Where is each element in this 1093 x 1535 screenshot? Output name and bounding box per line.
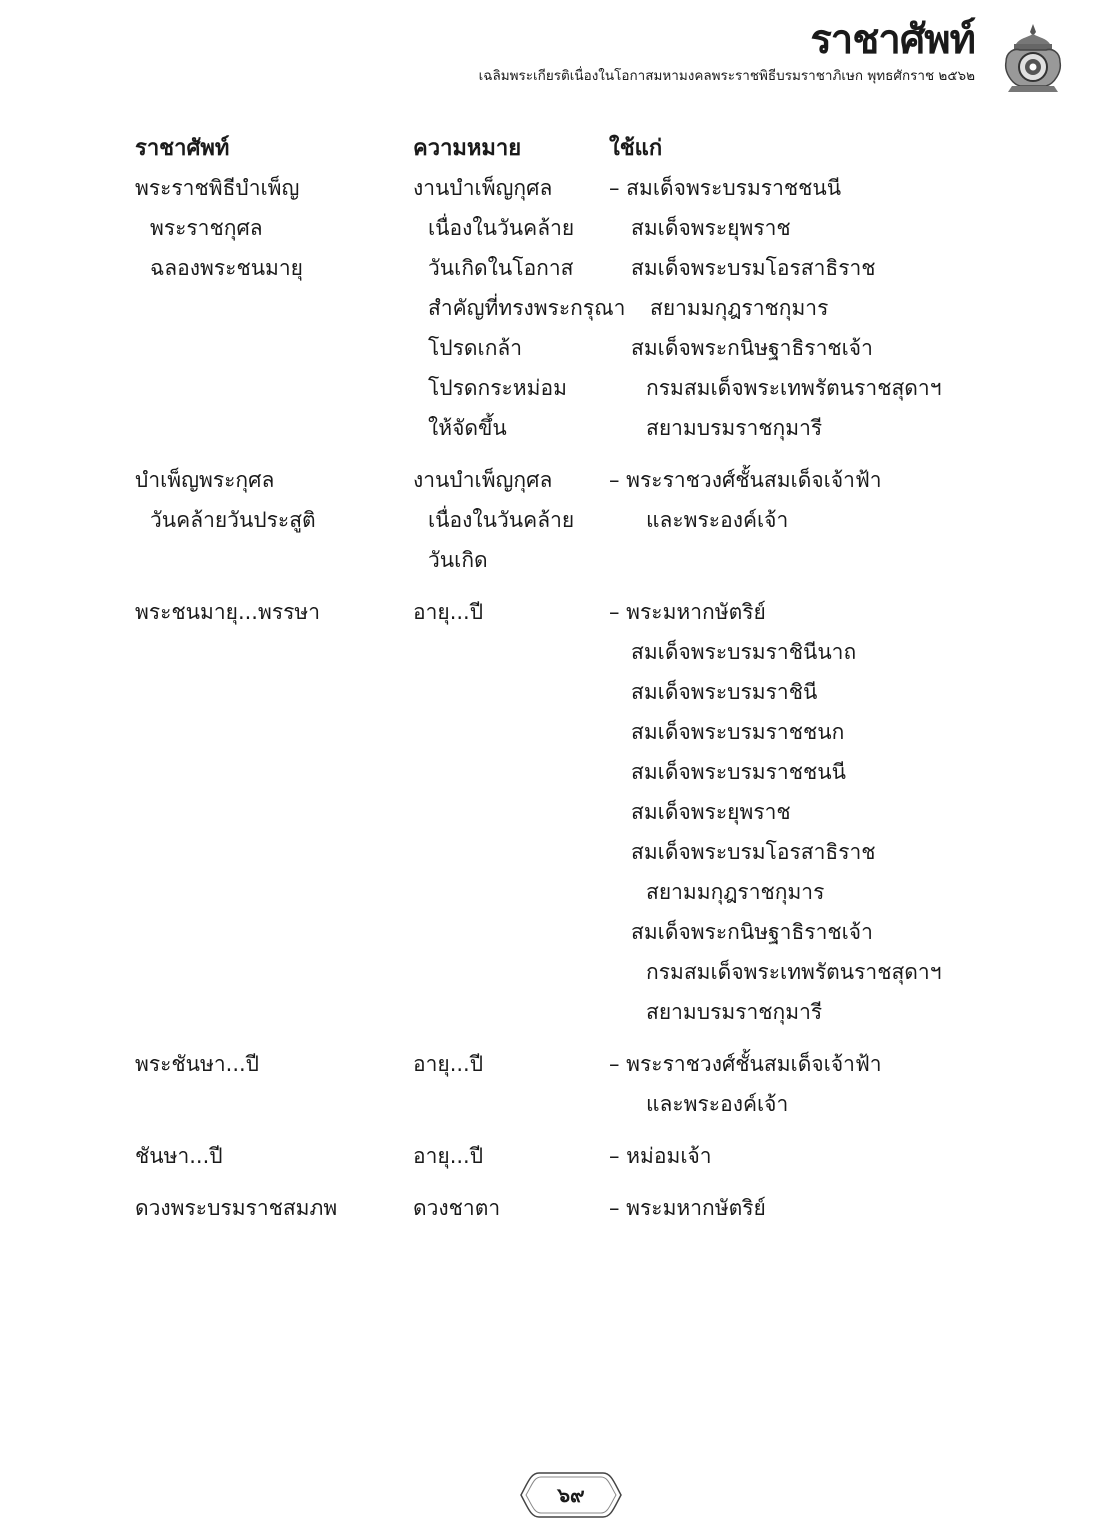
usage-text: – พระราชวงศ์ชั้นสมเด็จเจ้าฟ้า [609,468,882,492]
entry [0,168,1093,448]
entry-line [0,368,1093,408]
entry-line [0,912,1093,952]
usage-text: สยามมกุฎราชกุมาร [646,880,825,904]
usage-text: – หม่อมเจ้า [609,1144,712,1168]
usage-text: สมเด็จพระกนิษฐาธิราชเจ้า [631,920,873,944]
entry-line [0,460,1093,500]
entry-line [0,1188,1093,1228]
column-header-usage: ใช้แก่ [609,136,663,161]
usage-text: สมเด็จพระบรมราชชนนี [631,760,846,784]
column-headers [0,132,1093,166]
entry-line [0,408,1093,448]
usage-text: กรมสมเด็จพระเทพรัตนราชสุดาฯ [646,960,942,984]
column-header-meaning: ความหมาย [413,136,522,161]
entry-line [0,592,1093,632]
entry-line [0,752,1093,792]
entry-line [0,168,1093,208]
entry-line [0,1084,1093,1124]
entry-line [0,248,1093,288]
entry-line [0,792,1093,832]
meaning-text: ดวงชาตา [413,1196,501,1220]
meaning-text: ให้จัดขึ้น [428,416,507,440]
term-text: พระราชพิธีบำเพ็ญ [135,176,300,200]
usage-text: สยามมกุฎราชกุมาร [650,296,829,320]
usage-text: และพระองค์เจ้า [646,508,789,532]
usage-text: สมเด็จพระกนิษฐาธิราชเจ้า [631,336,873,360]
meaning-text: วันเกิดในโอกาส [428,256,574,280]
page-number [519,1470,623,1520]
entry [0,592,1093,1032]
entry-line [0,500,1093,540]
usage-text: – พระมหากษัตริย์ [609,600,766,624]
usage-text: สมเด็จพระบรมราชินีนาถ [631,640,857,664]
meaning-text: สำคัญที่ทรงพระกรุณา [428,296,626,320]
usage-text: สมเด็จพระบรมราชชนก [631,720,845,744]
header-subtitle: เฉลิมพระเกียรติเนื่องในโอกาสมหามงคลพระราชพิธีบรมราชาภิเษก พุทธศักราช ๒๕๖๒ [478,68,975,84]
entry-line [0,952,1093,992]
entry-line [0,832,1093,872]
usage-text: สมเด็จพระบรมราชินี [631,680,818,704]
entry-line [0,992,1093,1032]
meaning-text: อายุ...ปี [413,1144,484,1168]
column-header-term: ราชาศัพท์ [135,136,230,161]
entry-line [0,1136,1093,1176]
meaning-text: วันเกิด [428,548,488,572]
entry-line [0,540,1093,580]
usage-text: สมเด็จพระยุพราช [631,800,791,824]
entry-line [0,632,1093,672]
term-text: พระชนมายุ...พรรษา [135,600,321,624]
term-text: วันคล้ายวันประสูติ [150,508,316,532]
usage-text: สมเด็จพระบรมโอรสาธิราช [631,840,876,864]
entry-line [0,1044,1093,1084]
term-text: ดวงพระบรมราชสมภพ [135,1196,338,1220]
meaning-text: โปรดเกล้า [428,336,523,360]
entry-line [0,328,1093,368]
entry-line [0,288,1093,328]
usage-text: – พระมหากษัตริย์ [609,1196,766,1220]
entry [0,1188,1093,1228]
entry [0,460,1093,580]
entry [0,1136,1093,1176]
meaning-text: งานบำเพ็ญกุศล [413,176,553,200]
term-text: พระราชกุศล [150,216,263,240]
entry [0,1044,1093,1124]
term-text: ฉลองพระชนมายุ [150,256,303,280]
term-text: ชันษา...ปี [135,1144,223,1168]
usage-text: สมเด็จพระบรมโอรสาธิราช [631,256,876,280]
usage-text: กรมสมเด็จพระเทพรัตนราชสุดาฯ [646,376,942,400]
meaning-text: งานบำเพ็ญกุศล [413,468,553,492]
header-title: ราชาศัพท์ [810,16,975,63]
page-number-text: ๖๙ [557,1483,585,1507]
term-text: พระชันษา...ปี [135,1052,260,1076]
usage-text: – สมเด็จพระบรมราชชนนี [609,176,842,200]
usage-text: และพระองค์เจ้า [646,1092,789,1116]
usage-text: สยามบรมราชกุมารี [646,1000,823,1024]
entry-line [0,208,1093,248]
meaning-text: เนื่องในวันคล้าย [428,216,575,240]
usage-text: สมเด็จพระยุพราช [631,216,791,240]
royal-emblem-icon [1000,22,1066,94]
term-text: บำเพ็ญพระกุศล [135,468,275,492]
usage-text: สยามบรมราชกุมารี [646,416,823,440]
entry-line [0,712,1093,752]
usage-text: – พระราชวงศ์ชั้นสมเด็จเจ้าฟ้า [609,1052,882,1076]
entry-line [0,872,1093,912]
meaning-text: โปรดกระหม่อม [428,376,567,400]
entries-list [0,168,1093,1240]
meaning-text: อายุ...ปี [413,600,484,624]
meaning-text: อายุ...ปี [413,1052,484,1076]
meaning-text: เนื่องในวันคล้าย [428,508,575,532]
entry-line [0,672,1093,712]
